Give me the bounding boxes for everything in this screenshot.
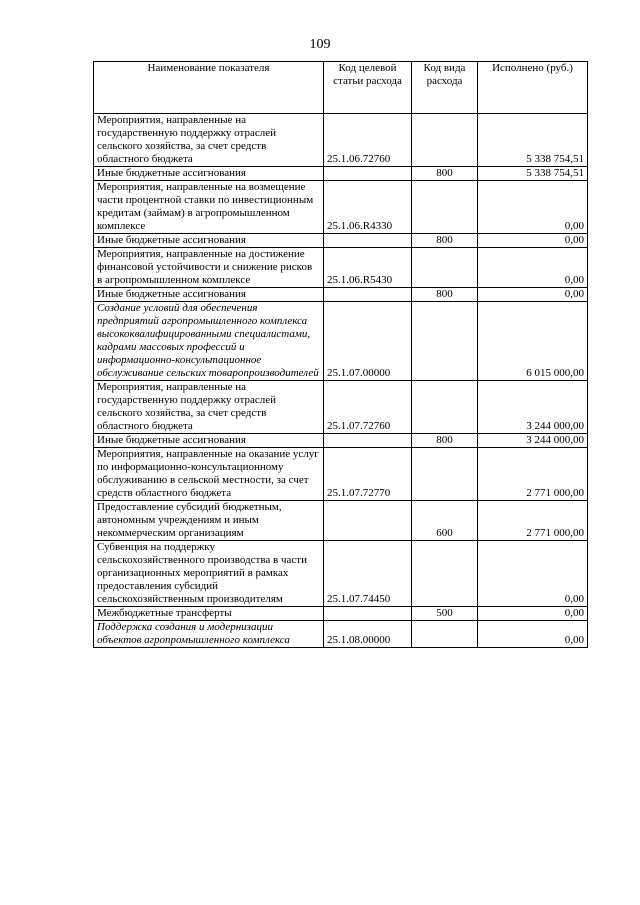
row-amount-cell: 0,00 [478,607,588,621]
table-row [94,501,588,541]
row-amount-cell: 6 015 000,00 [478,302,588,381]
row-kind-cell [412,248,478,288]
row-kind-cell: 800 [412,434,478,448]
table-row [94,621,588,648]
row-amount-cell: 2 771 000,00 [478,448,588,501]
row-amount-cell: 3 244 000,00 [478,381,588,434]
row-code-cell [324,234,412,248]
row-kind-cell [412,541,478,607]
row-amount-cell: 0,00 [478,621,588,648]
row-code-cell: 25.1.06.72760 [324,114,412,167]
row-name-cell: Иные бюджетные ассигнования [94,434,324,448]
row-kind-cell [412,381,478,434]
row-name-cell: Предоставление субсидий бюджетным, автономным учреждениям и иным некоммерческим организациям [94,501,324,541]
row-kind-cell [412,181,478,234]
row-amount-cell: 3 244 000,00 [478,434,588,448]
row-kind-cell [412,448,478,501]
row-amount-cell: 0,00 [478,234,588,248]
row-code-cell: 25.1.07.74450 [324,541,412,607]
row-kind-cell: 600 [412,501,478,541]
row-code-cell: 25.1.07.72760 [324,381,412,434]
header-indicator-name: Наименование показателя [94,62,324,114]
row-name-cell: Мероприятия, направленные на государственную поддержку отраслей сельского хозяйства, за счет средств областного бюджета [94,381,324,434]
row-amount-cell: 0,00 [478,288,588,302]
row-kind-cell [412,114,478,167]
table-row [94,607,588,621]
row-amount-cell: 0,00 [478,541,588,607]
row-name-cell: Иные бюджетные ассигнования [94,167,324,181]
row-code-cell [324,607,412,621]
table-row [94,181,588,234]
row-amount-cell: 0,00 [478,181,588,234]
row-code-cell [324,167,412,181]
table-row [94,302,588,381]
table-row [94,248,588,288]
row-code-cell: 25.1.08.00000 [324,621,412,648]
header-target-code: Код целевой статьи расхода [324,62,412,114]
row-name-cell: Иные бюджетные ассигнования [94,234,324,248]
table-row [94,167,588,181]
row-code-cell: 25.1.07.72770 [324,448,412,501]
table-row [94,434,588,448]
row-code-cell [324,288,412,302]
row-kind-cell [412,621,478,648]
row-kind-cell: 500 [412,607,478,621]
row-code-cell: 25.1.06.R4330 [324,181,412,234]
row-code-cell [324,434,412,448]
row-amount-cell: 2 771 000,00 [478,501,588,541]
table-row [94,448,588,501]
row-kind-cell: 800 [412,234,478,248]
row-kind-cell [412,302,478,381]
row-amount-cell: 5 338 754,51 [478,114,588,167]
table-row [94,114,588,167]
row-kind-cell: 800 [412,288,478,302]
row-name-cell: Мероприятия, направленные на государственную поддержку отраслей сельского хозяйства, за счет средств областного бюджета [94,114,324,167]
row-name-cell: Создание условий для обеспечения предприятий агропромышленного комплекса высококвалифицированными специалистами, кадрами массовых профессий и информационно-консультационное обслуживание сельских товаропроизводителей [94,302,324,381]
table-row [94,288,588,302]
row-name-cell: Иные бюджетные ассигнования [94,288,324,302]
row-name-cell: Субвенция на поддержку сельскохозяйственного производства в части организационных мероприятий в рамках предоставления субсидий сельскохозяйственным производителям [94,541,324,607]
page-number: 109 [309,37,331,52]
row-name-cell: Поддержка создания и модернизации объектов агропромышленного комплекса [94,621,324,648]
table-row [94,381,588,434]
row-name-cell: Межбюджетные трансферты [94,607,324,621]
row-code-cell: 25.1.07.00000 [324,302,412,381]
row-amount-cell: 0,00 [478,248,588,288]
table-row [94,541,588,607]
table-header-row [94,62,588,114]
row-name-cell: Мероприятия, направленные на достижение финансовой устойчивости и снижение рисков в агропромышленном комплексе [94,248,324,288]
row-amount-cell: 5 338 754,51 [478,167,588,181]
header-expense-kind: Код вида расхода [412,62,478,114]
row-name-cell: Мероприятия, направленные на оказание услуг по информационно-консультационному обслуживанию в сельской местности, за счет средств областного бюджета [94,448,324,501]
row-code-cell: 25.1.06.R5430 [324,248,412,288]
row-kind-cell: 800 [412,167,478,181]
row-name-cell: Мероприятия, направленные на возмещение части процентной ставки по инвестиционным кредитам (займам) в агропромышленном комплексе [94,181,324,234]
budget-execution-table [93,61,588,648]
row-code-cell [324,501,412,541]
header-executed-amount: Исполнено (руб.) [478,62,588,114]
table-row [94,234,588,248]
